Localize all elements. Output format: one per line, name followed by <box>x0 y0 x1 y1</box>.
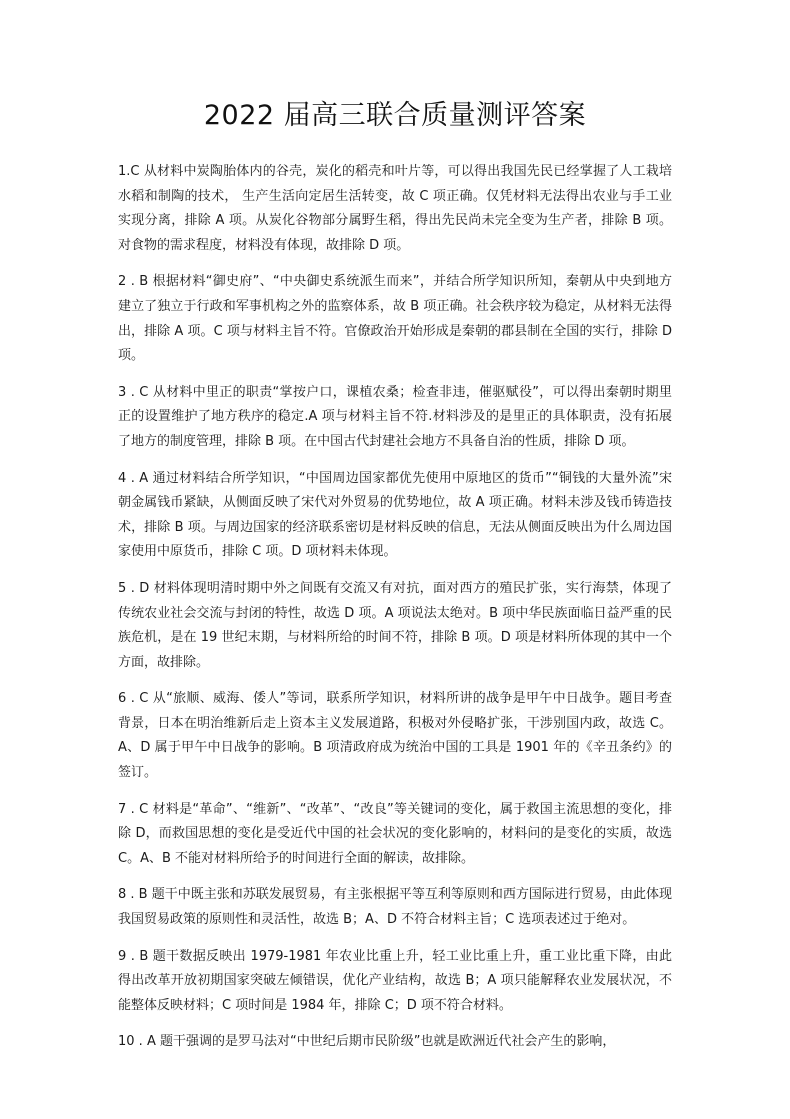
answer-item-9: 9 . B 题干数据反映出 1979-1981 年农业比重上升，轻工业比重上升，重工业比重下降，由此得出改革开放初期国家突破左倾错误，优化产业结构，故选 B；A 项只能解释农业发展状况，不能整体反映材料；C 项时间是 1984 年，排除 C；D 项不符合材料。 <box>118 948 672 1013</box>
answer-item-7: 7 . C 材料是“革命”、“维新”、“改革”、“改良”等关键词的变化，属于救国主流思想的变化，排除 D，而救国思想的变化是受近代中国的社会状况的变化影响的，材料问的是变化的实质，故选 C。A、B 不能对材料所给予的时间进行全面的解读，故排除。 <box>118 801 672 866</box>
answer-item-2: 2 . B 根据材料“御史府”、“中央御史系统派生而来”，并结合所学知识所知，秦朝从中央到地方建立了独立于行政和军事机构之外的监察体系，故 B 项正确。社会秩序较为稳定，从材料无法得出，排除 A 项。C 项与材料主旨不符。官僚政治开始形成是秦朝的郡县制在全国的实行，排除 D 项。 <box>118 274 672 364</box>
answer-item-8: 8 . B 题干中既主张和苏联发展贸易，有主张根据平等互利等原则和西方国际进行贸易，由此体现我国贸易政策的原则性和灵活性，故选 B；A、D 不符合材料主旨；C 选项表述过于绝对。 <box>118 887 672 928</box>
answer-item-4: 4 . A 通过材料结合所学知识，“中国周边国家都优先使用中原地区的货币”“铜钱的大量外流”宋朝金属钱币紧缺，从侧面反映了宋代对外贸易的优势地位，故 A 项正确。材料未涉及钱币铸造技术，排除 B 项。与周边国家的经济联系密切是材料反映的信息，无法从侧面反映出为什么周边国家使用中原货币，排除 C 项。D 项材料未体现。 <box>118 470 672 560</box>
answer-item-6: 6 . C 从“旅顺、威海、倭人”等词，联系所学知识，材料所讲的战争是甲午中日战争。题目考查背景，日本在明治维新后走上资本主义发展道路，积极对外侵略扩张，干涉别国内政，故选 C。A、D 属于甲午中日战争的影响。B 项清政府成为统治中国的工具是 1901 年的《辛丑条约》的签订。 <box>118 691 672 781</box>
answer-item-1: 1.C 从材料中炭陶胎体内的谷壳，炭化的稻壳和叶片等，可以得出我国先民已经掌握了人工栽培水稻和制陶的技术， 生产生活向定居生活转变，故 C 项正确。仅凭材料无法得出农业与手工业实现分离，排除 A 项。从炭化谷物部分属野生稻，得出先民尚未完全变为生产者，排除 B 项。对食物的需求程度，材料没有体现，故排除 D 项。 <box>118 164 672 253</box>
answer-item-3: 3 . C 从材料中里正的职责“掌按户口，课植农桑；检查非违，催驱赋役”，可以得出秦朝时期里正的设置维护了地方秩序的稳定.A 项与材料主旨不符.材料涉及的是里正的具体职责，没有拓展了地方的制度管理，排除 B 项。在中国古代封建社会地方不具备自治的性质，排除 D 项。 <box>118 384 672 449</box>
document-title: 2022 届高三联合质量测评答案 <box>203 100 587 131</box>
answer-list <box>118 160 672 1055</box>
answer-item-5: 5 . D 材料体现明清时期中外之间既有交流又有对抗，面对西方的殖民扩张，实行海禁，体现了传统农业社会交流与封闭的特性，故选 D 项。A 项说法太绝对。B 项中华民族面临日益严重的民族危机，是在 19 世纪末期，与材料所给的时间不符，排除 B 项。D 项是材料所体现的其中一个方面，故排除。 <box>118 580 672 670</box>
answer-item-10: 10 . A 题干强调的是罗马法对“中世纪后期市民阶级”也就是欧洲近代社会产生的影响， <box>118 1034 616 1050</box>
